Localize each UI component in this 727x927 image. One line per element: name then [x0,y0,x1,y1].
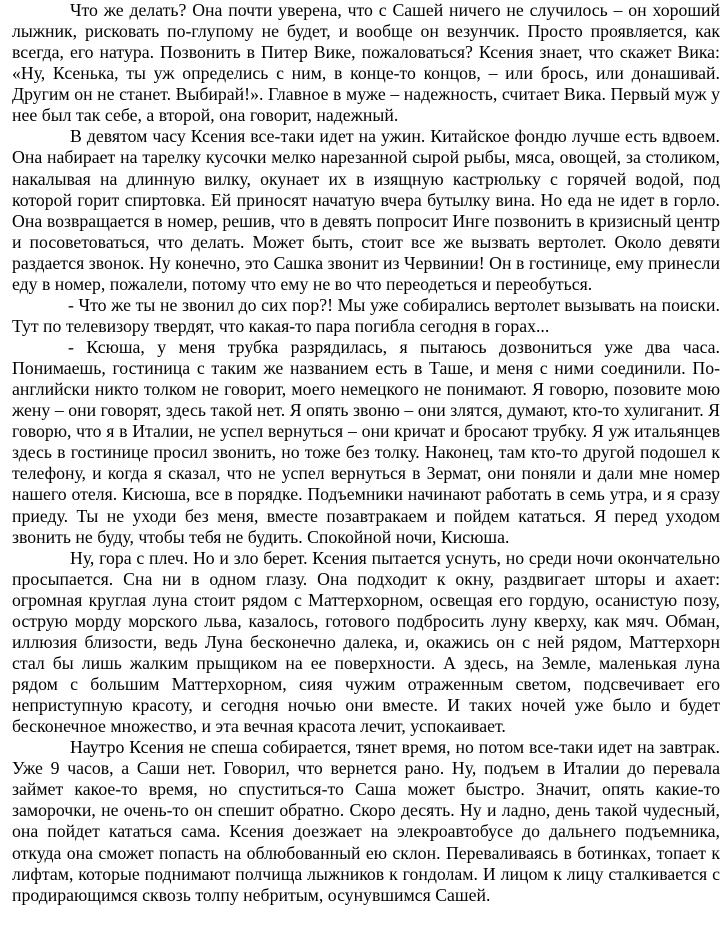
paragraph-3-dialogue: - Что же ты не звонил до сих пор?! Мы уже собирались вертолет вызывать на поиски. Тут по телевизору твердят, что какая-то пара погибла сегодня в горах... [12,294,720,336]
paragraph-6: Наутро Ксения не спеша собирается, тянет время, но потом все-таки идет на завтрак. Уже 9 часов, а Саши нет. Говорил, что вернется рано. Ну, подъем в Италии до перевала займет какое-то время, но спуститься-то Саша может быстро. Значит, опять какие-то заморочки, не очень-то он спешит обратно. Скоро десять. Ну и ладно, день такой чудесный, она пойдет кататься сама. Ксения доезжает на элекроавтобусе до дальнего подъемника, откуда она сможет попасть на облюбованный ею склон. Переваливаясь в ботинках, топает к лифтам, которые поднимают полчища лыжников к гондолам. И лицом к лицу сталкивается с продирающимся сквозь толпу небритым, осунувшимся Сашей. [12,737,720,905]
document-page [12,0,720,906]
paragraph-4-dialogue: - Ксюша, у меня трубка разрядилась, я пытаюсь дозвониться уже два часа. Понимаешь, гостиница с таким же названием есть в Таше, и меня с ними соединили. По-английски никто толком не говорит, моего немецкого не понимают. Я говорю, позовите мою жену – они говорят, здесь такой нет. Я опять звоню – они злятся, думают, кто-то хулиганит. Я говорю, что я в Италии, не успел вернуться – они кричат и бросают трубку. Я уж итальянцев здесь в гостинице просил звонить, но тоже без толку. Наконец, там кто-то другой подошел к телефону, и когда я сказал, что не успел вернуться в Зермат, они поняли и дали мне номер нашего отеля. Кисюша, все в порядке. Подъемники начинают работать в семь утра, и я сразу приеду. Ты не уходи без меня, вместе позавтракаем и пойдем кататься. Я перед уходом звонить не буду, чтобы тебя не будить. Спокойной ночи, Кисюша. [12,337,720,547]
paragraph-1: Что же делать? Она почти уверена, что с Сашей ничего не случилось – он хороший лыжник, рисковать по-глупому не будет, и вообще он везунчик. Просто проявляется, как всегда, его натура. Позвонить в Питер Вике, пожаловаться? Ксения знает, что скажет Вика: «Ну, Ксенька, ты уж определись с ним, в конце-то концов, – или брось, или донашивай. Другим он не станет. Выбирай!». Главное в муже – надежность, считает Вика. Первый муж у нее был так себе, а второй, она говорит, надежный. [12,0,720,126]
paragraph-5: Ну, гора с плеч. Но и зло берет. Ксения пытается уснуть, но среди ночи окончательно просыпается. Сна ни в одном глазу. Она подходит к окну, раздвигает шторы и ахает: огромная круглая луна стоит рядом с Маттерхорном, освещая его гордую, осанистую позу, острую морду морского льва, казалось, готового подбросить луну кверху, как мяч. Обман, иллюзия близости, ведь Луна бесконечно далека, и, окажись он с ней рядом, Маттерхорн стал бы лишь жалким прыщиком на ее поверхности. А здесь, на Земле, маленькая луна рядом с большим Маттерхорном, сияя чужим отраженным светом, подсвечивает его неприступную красоту, и сегодня ночью они вместе. И таких ночей уже было и будет бесконечное множество, и эта вечная красота лечит, успокаивает. [12,547,720,737]
paragraph-2: В девятом часу Ксения все-таки идет на ужин. Китайское фондю лучше есть вдвоем. Она набирает на тарелку кусочки мелко нарезанной сырой рыбы, мяса, овощей, за столиком, накалывая на длинную вилку, окунает их в изящную кастрюльку с горячей водой, под которой горит спиртовка. Ей приносят начатую вчера бутылку вина. Но еда не идет в горло. Она возвращается в номер, решив, что в девять попросит Инге позвонить в кризисный центр и посоветоваться, что делать. Может быть, стоит все же вызвать вертолет. Около девяти раздается звонок. Ну конечно, это Сашка звонит из Червинии! Он в гостинице, ему принесли еду в номер, пожалели, потому что ему не во что переодеться и переобуться. [12,126,720,294]
